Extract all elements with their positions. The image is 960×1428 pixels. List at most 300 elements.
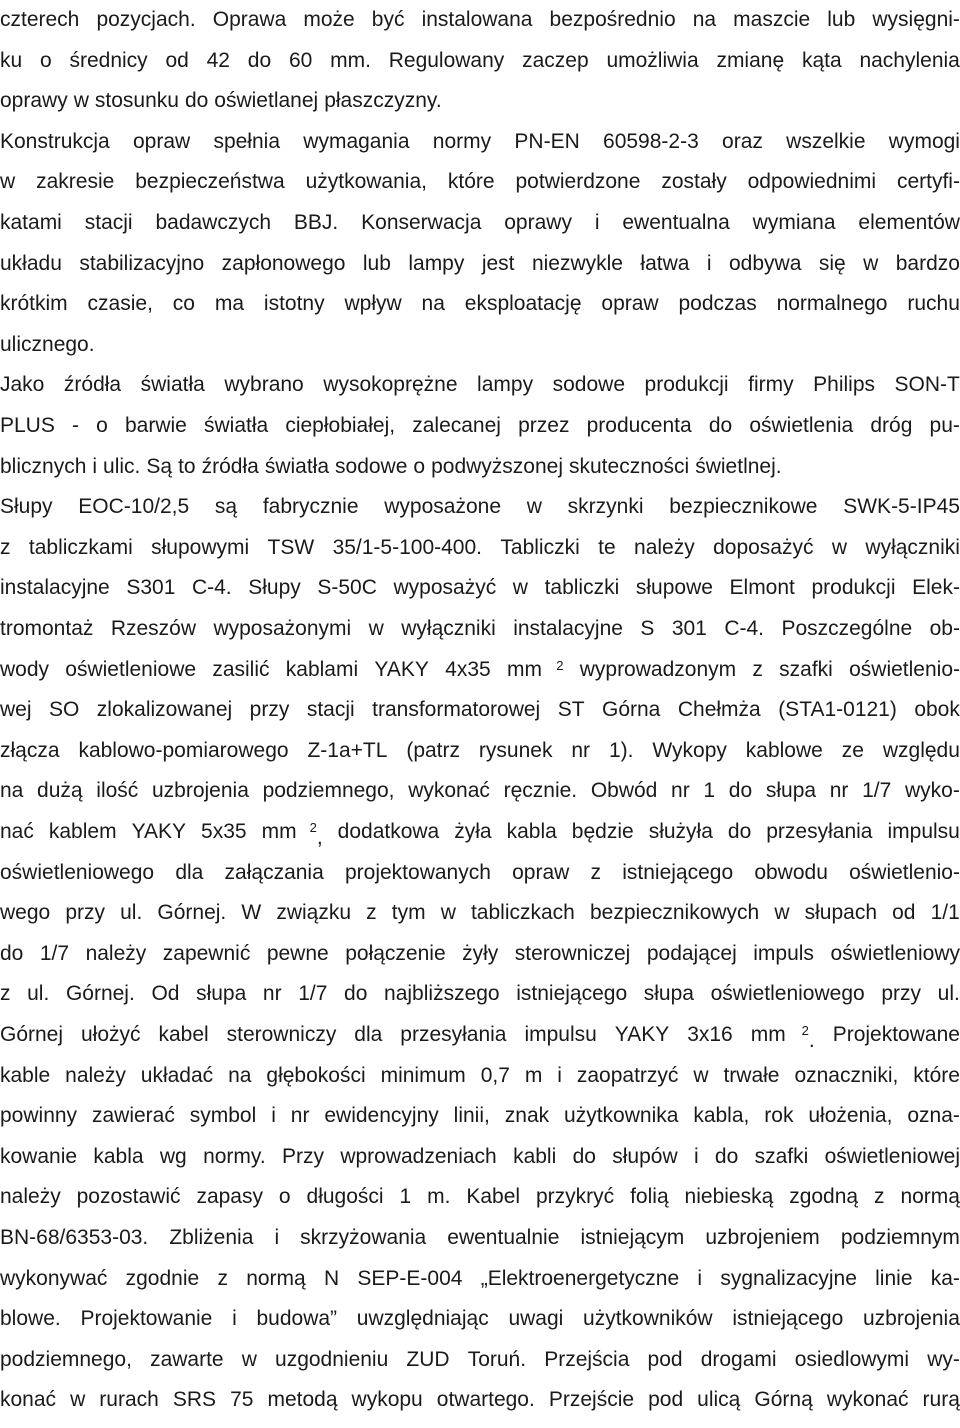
word: podziemnego, — [262, 779, 395, 802]
text-line — [0, 49, 960, 89]
word: z — [366, 901, 377, 924]
word: ułożenia, — [808, 1104, 893, 1127]
word: dodatkowa — [337, 820, 440, 843]
word: światła — [140, 373, 205, 396]
word: kabel — [158, 1023, 209, 1046]
word: Górna — [602, 698, 661, 721]
word: wyposażyć — [393, 576, 497, 599]
word: źródła — [63, 373, 122, 396]
word: przez — [518, 414, 570, 437]
text-line — [0, 292, 960, 332]
word: instalacyjne — [0, 576, 110, 599]
word: YAKY — [131, 820, 187, 843]
word: uwagi — [508, 1307, 564, 1330]
word: impulsu — [887, 820, 960, 843]
word: zapasy — [196, 1185, 263, 1208]
word: opraw — [512, 861, 570, 884]
word: oświetleniowe — [65, 658, 197, 681]
word: mm. — [330, 49, 371, 72]
text-line — [0, 576, 960, 616]
word: w — [774, 901, 790, 924]
word: sterowniczy — [226, 1023, 337, 1046]
word: Przy — [282, 1145, 324, 1168]
text-line — [0, 1064, 960, 1104]
word: słupowymi — [151, 536, 250, 559]
word: powinny — [0, 1104, 78, 1127]
word: PLUS — [0, 414, 55, 437]
word: blicznych — [0, 455, 87, 478]
word: S301 — [126, 576, 176, 599]
word: przesyłania — [400, 1023, 507, 1046]
word: Toruń. — [467, 1348, 527, 1371]
word: wyko- — [905, 779, 960, 802]
word: kablowe — [745, 739, 823, 762]
word: elementów — [858, 211, 960, 234]
word: Tabliczki — [500, 536, 580, 559]
word: stabilizacyjno — [79, 252, 205, 275]
word: bezpieczeństwa — [135, 170, 285, 193]
word: otwartego. — [436, 1388, 535, 1411]
word: należy — [85, 942, 147, 965]
word: które — [447, 170, 495, 193]
word: się — [818, 252, 846, 275]
word: bardzo — [895, 252, 960, 275]
word: Elmont — [729, 576, 795, 599]
word: użytkownika — [564, 1104, 679, 1127]
word: lampy — [408, 252, 465, 275]
word: 2 — [556, 658, 564, 673]
word: YAKY — [374, 658, 429, 681]
word: połączenie — [345, 942, 446, 965]
word: obwodu — [754, 861, 828, 884]
word: pozycjach. — [96, 8, 196, 31]
word: oświetlenio- — [849, 861, 960, 884]
word: oraz — [722, 130, 763, 153]
word: lampy — [477, 373, 534, 396]
word: SRS — [172, 1388, 217, 1411]
word: na — [692, 8, 717, 31]
word: PN-EN — [514, 130, 580, 153]
word: skrzynki — [567, 495, 644, 518]
word: mm — [506, 658, 542, 681]
word: uzbrojenia — [862, 1307, 960, 1330]
word: światła — [203, 414, 269, 437]
word: długości — [306, 1185, 384, 1208]
word: i — [697, 1267, 703, 1290]
word: które — [913, 1064, 960, 1087]
word: wpływ — [344, 292, 402, 315]
word: wykonywać — [0, 1267, 108, 1290]
word: SO — [48, 698, 80, 721]
word: znak — [504, 1104, 550, 1127]
word: należy — [65, 1064, 126, 1087]
word: drogami — [700, 1348, 777, 1371]
word: „Elektroenergetyczne — [480, 1267, 680, 1290]
word: ewentualnie — [447, 1226, 560, 1249]
word: sygnalizacyjne — [720, 1267, 857, 1290]
word: minimum — [380, 1064, 466, 1087]
word: nr — [290, 1104, 310, 1127]
word: może — [303, 8, 355, 31]
word: rysunek — [478, 739, 553, 762]
text-line — [0, 1307, 960, 1347]
word: wody — [0, 658, 50, 681]
word: Przejścia — [544, 1348, 630, 1371]
word: wyłączniki — [865, 536, 960, 559]
word: $^2$. — [801, 1023, 815, 1052]
word: ul. — [120, 901, 143, 924]
word: (STA1-0121) — [778, 698, 897, 721]
word: z — [217, 1267, 228, 1290]
word: bezpiecznikowych — [589, 901, 760, 924]
text-line — [0, 8, 960, 48]
word: ka- — [930, 1267, 960, 1290]
word: ulicą — [697, 1388, 741, 1411]
word: wyłączniki — [401, 617, 496, 640]
word: umożliwia — [606, 49, 699, 72]
word: o — [278, 1185, 291, 1208]
word: sodowe — [552, 373, 625, 396]
word: wprowadzeniach — [340, 1145, 497, 1168]
word: szafki — [779, 658, 833, 681]
word: 60598-2-3 — [603, 130, 699, 153]
word: konać — [0, 1388, 57, 1411]
word: 1/7 — [862, 779, 892, 802]
word: skrzyżowania — [300, 1226, 427, 1249]
text-line — [0, 1267, 960, 1307]
word: kablem — [48, 820, 117, 843]
word: do — [727, 820, 752, 843]
word: instalowana — [421, 8, 533, 31]
text-line — [0, 495, 960, 535]
word: oświetleniowego — [0, 861, 155, 884]
word: 1 — [703, 779, 716, 802]
word: 1/1 — [930, 901, 960, 924]
word: o — [413, 455, 426, 478]
word: wy- — [927, 1348, 960, 1371]
word: w — [512, 576, 528, 599]
word: normą — [246, 1267, 306, 1290]
word: uwzględniając — [356, 1307, 489, 1330]
word: pewne — [266, 942, 329, 965]
word: zalecanej — [412, 414, 501, 437]
word: ulicznego. — [0, 333, 95, 356]
word: kabla — [93, 1145, 144, 1168]
word: są — [214, 495, 238, 518]
word: do — [184, 89, 209, 112]
word: Górnej — [0, 1023, 64, 1046]
word: 5x35 — [201, 820, 247, 843]
word: oświetlanej — [214, 89, 319, 112]
word: 75 — [230, 1388, 254, 1411]
word: ulic. — [103, 455, 141, 478]
word: wymiana — [752, 211, 836, 234]
word: wysięgni- — [872, 8, 960, 31]
word: ze — [841, 739, 864, 762]
word: krótkim — [0, 292, 68, 315]
word: oświetleniowej — [824, 1145, 960, 1168]
word: Przejście — [548, 1388, 635, 1411]
word: normalnego — [776, 292, 888, 315]
word: załączania — [224, 861, 324, 884]
word: Konstrukcja — [0, 130, 110, 153]
word: linie — [875, 1267, 913, 1290]
word: uzbrojenia — [151, 779, 249, 802]
word: tabliczkach — [470, 901, 575, 924]
word: ul. — [937, 982, 960, 1005]
word: należy — [634, 536, 695, 559]
word: Górną — [754, 1388, 813, 1411]
word: użytkowników — [583, 1307, 713, 1330]
word: mm — [261, 820, 297, 843]
text-line — [0, 739, 960, 779]
word: użytkowania, — [305, 170, 427, 193]
word: (patrz — [406, 739, 461, 762]
word: oświetleniowego — [710, 982, 865, 1005]
word: Od — [151, 982, 180, 1005]
word: te — [598, 536, 616, 559]
text-line — [0, 942, 960, 982]
word: zawarte — [150, 1348, 224, 1371]
word: względu — [882, 739, 960, 762]
text-line — [0, 1226, 960, 1266]
word: zakresie — [36, 170, 115, 193]
word: Chełmża — [677, 698, 761, 721]
word: kabla, — [693, 1104, 750, 1127]
text-line — [0, 1185, 960, 1225]
word: Obwód — [590, 779, 658, 802]
word: SEP-E-004 — [357, 1267, 463, 1290]
word: Poszczególne — [781, 617, 913, 640]
word: wysokoprężne — [323, 373, 458, 396]
word: 1). — [608, 739, 634, 762]
word: do — [708, 414, 733, 437]
word: wybrano — [224, 373, 304, 396]
word: źródła — [201, 455, 259, 478]
word: ruchu — [907, 292, 960, 315]
word: TSW — [267, 536, 315, 559]
word: związku — [276, 901, 352, 924]
word: fabrycznie — [262, 495, 359, 518]
word: wyprowadzonym — [579, 658, 737, 681]
word: wej — [0, 698, 32, 721]
word: zlokalizowanej — [96, 698, 233, 721]
word: podziemnego, — [0, 1348, 132, 1371]
word: wego — [0, 901, 51, 924]
word: zaczep — [522, 49, 589, 72]
word: w — [440, 901, 456, 924]
word: od — [165, 49, 189, 72]
text-line — [0, 536, 960, 576]
word: Są — [146, 455, 173, 478]
word: nr — [829, 779, 849, 802]
word: zasilić — [212, 658, 270, 681]
word: podwyższonej — [431, 455, 563, 478]
word: oświetlenio- — [849, 658, 960, 681]
word: podziemnym — [840, 1226, 960, 1249]
word: i — [274, 1226, 280, 1249]
word: Oprawa — [212, 8, 287, 31]
text-line — [0, 901, 960, 941]
word: nr — [671, 779, 690, 802]
word: przy — [249, 698, 290, 721]
word: kowanie — [0, 1145, 78, 1168]
word: Jako — [0, 373, 45, 396]
text-line — [0, 130, 960, 170]
word: układać — [140, 1064, 214, 1087]
word: niezwykle — [531, 252, 623, 275]
word: dróg — [870, 414, 913, 437]
word: kabli — [513, 1145, 557, 1168]
word: nachylenia — [859, 49, 960, 72]
word: osiedlowymi — [794, 1348, 910, 1371]
word: w — [368, 617, 384, 640]
word: doposażyć — [713, 536, 814, 559]
word: złącza — [0, 739, 60, 762]
text-line — [0, 861, 960, 901]
word: szafki — [754, 1145, 809, 1168]
word: pod — [647, 1348, 683, 1371]
word: rurach — [99, 1388, 159, 1411]
word: o — [39, 49, 52, 72]
word: barwie — [124, 414, 187, 437]
word: istniejącym — [580, 1226, 685, 1249]
word: w — [831, 536, 848, 559]
word: do — [0, 942, 24, 965]
word: mm — [750, 1023, 786, 1046]
word: oświetlenia — [749, 414, 854, 437]
word: bezpiecznikowe — [669, 495, 818, 518]
word: istotny — [263, 292, 325, 315]
word: słupów — [612, 1145, 678, 1168]
text-line — [0, 455, 960, 495]
word: wszelkie — [786, 130, 866, 153]
word: sodowe — [335, 455, 408, 478]
word: - — [72, 414, 79, 437]
word: i — [271, 1104, 276, 1127]
word: do — [344, 982, 368, 1005]
word: kabla — [506, 820, 557, 843]
word: oznaczniki, — [794, 1064, 899, 1087]
word: Konserwacja — [361, 211, 482, 234]
word: odbywa — [729, 252, 802, 275]
word: służyła — [648, 820, 713, 843]
word: w — [0, 170, 16, 193]
word: ewidencyjny — [324, 1104, 439, 1127]
word: podającej — [646, 942, 737, 965]
text-line — [0, 1145, 960, 1185]
word: ZUD — [406, 1348, 450, 1371]
word: i — [232, 1307, 237, 1330]
word: C-4. — [191, 576, 232, 599]
word: przy — [65, 901, 105, 924]
word: pozostawić — [76, 1185, 181, 1208]
word: słupa — [196, 982, 247, 1005]
word: normy — [432, 130, 492, 153]
word: żyły — [462, 942, 499, 965]
word: przesyłania — [766, 820, 873, 843]
text-line — [0, 617, 960, 657]
word: to — [178, 455, 196, 478]
word: produkcji — [644, 373, 729, 396]
text-line — [0, 658, 960, 698]
word: być — [371, 8, 405, 31]
word: najbliższego — [384, 982, 500, 1005]
word: jest — [481, 252, 515, 275]
word: dla — [354, 1023, 383, 1046]
word: łatwa — [640, 252, 690, 275]
word: BBJ. — [293, 211, 339, 234]
word: instalacyjne — [513, 617, 623, 640]
word: układu — [0, 252, 62, 275]
word: z — [0, 536, 11, 559]
word: N — [323, 1267, 340, 1290]
word: istniejącego — [516, 982, 628, 1005]
word: niebieską — [684, 1185, 774, 1208]
word: SON-T — [894, 373, 960, 396]
word: Zbliżenia — [169, 1226, 254, 1249]
word: stacji — [84, 211, 133, 234]
word: bezpośrednio — [549, 8, 676, 31]
word: w — [526, 495, 542, 518]
word: S-50C — [317, 576, 377, 599]
word: w — [73, 89, 89, 112]
word: słupowe — [635, 576, 713, 599]
word: w — [693, 1064, 709, 1087]
text-line — [0, 211, 960, 251]
word: z — [0, 982, 11, 1005]
word: transformatorowej — [372, 698, 541, 721]
word: symbol — [189, 1104, 257, 1127]
word: świetlnej. — [695, 455, 782, 478]
word: linii, — [453, 1104, 490, 1127]
word: dużą — [37, 779, 83, 802]
text-line — [0, 1023, 960, 1063]
word: w — [70, 1388, 86, 1411]
word: zgodnie — [125, 1267, 200, 1290]
word: kablowo-pomiarowego — [78, 739, 289, 762]
text-line — [0, 1104, 960, 1144]
text-line — [0, 89, 960, 129]
text-line — [0, 373, 960, 413]
word: certyfi- — [896, 170, 960, 193]
word: wykonać — [408, 779, 490, 802]
word: kable — [0, 1064, 51, 1087]
word: głębokości — [266, 1064, 366, 1087]
word: odpowiednimi — [747, 170, 877, 193]
word: maszcie — [733, 8, 811, 31]
word: żyła — [454, 820, 492, 843]
word: W — [241, 901, 262, 924]
word: ozna- — [907, 1104, 960, 1127]
word: Kabel — [466, 1185, 521, 1208]
word: nr — [262, 982, 282, 1005]
word: słupach — [804, 901, 878, 924]
word: na — [421, 292, 445, 315]
text-line — [0, 698, 960, 738]
word: o — [96, 414, 108, 437]
word: ręcznie. — [503, 779, 578, 802]
word: lub — [827, 8, 856, 31]
word: i — [693, 1145, 699, 1168]
word: z — [874, 1185, 885, 1208]
word: nać — [0, 820, 34, 843]
word: oprawy — [504, 211, 572, 234]
word: Górnej. — [65, 982, 135, 1005]
word: metodą — [267, 1388, 338, 1411]
word: istniejącego — [732, 1307, 844, 1330]
word: zapłonowego — [221, 252, 346, 275]
